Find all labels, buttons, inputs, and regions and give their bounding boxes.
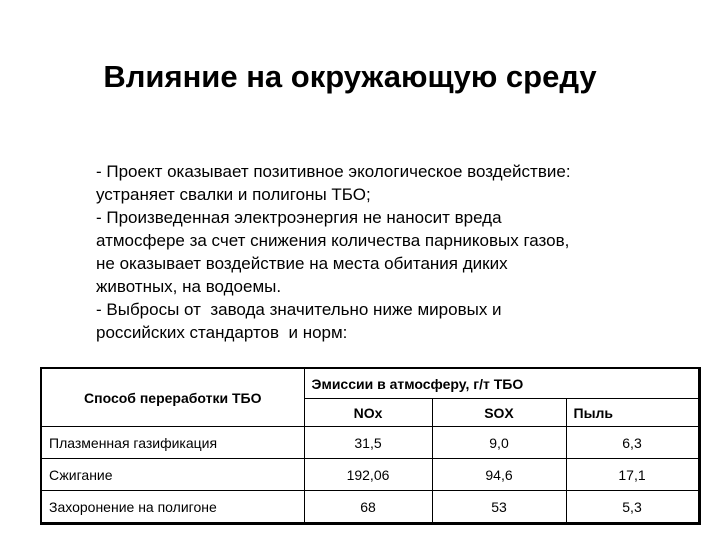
table-header-dust: Пыль	[566, 399, 699, 427]
body-text-block	[96, 160, 656, 344]
table-cell-nox: 68	[304, 491, 432, 524]
table-cell-sox: 94,6	[432, 459, 566, 491]
table-row	[41, 459, 699, 491]
table-row	[41, 491, 699, 524]
body-text-line: животных, на водоемы.	[96, 277, 282, 296]
table-cell-dust: 17,1	[566, 459, 699, 491]
body-text-line: российских стандартов и норм:	[96, 323, 348, 342]
table-cell-dust: 6,3	[566, 427, 699, 459]
table-cell-method: Захоронение на полигоне	[41, 491, 304, 524]
table-header-method: Способ переработки ТБО	[41, 368, 304, 427]
table-cell-method: Сжигание	[41, 459, 304, 491]
body-text-line: не оказывает воздействие на места обитания диких	[96, 254, 508, 273]
table-cell-nox: 192,06	[304, 459, 432, 491]
table-row	[41, 427, 699, 459]
table-cell-dust: 5,3	[566, 491, 699, 524]
table-cell-method: Плазменная газификация	[41, 427, 304, 459]
body-text-line: - Произведенная электроэнергия не наносит вреда	[96, 208, 502, 227]
body-text-line: атмосфере за счет снижения количества парниковых газов,	[96, 231, 570, 250]
table-cell-nox: 31,5	[304, 427, 432, 459]
table-header-row-group	[41, 368, 699, 399]
table-header-nox: NOx	[304, 399, 432, 427]
emissions-table	[40, 367, 701, 525]
table-cell-sox: 9,0	[432, 427, 566, 459]
table-header-sox: SOX	[432, 399, 566, 427]
body-text-line: устраняет свалки и полигоны ТБО;	[96, 185, 371, 204]
slide-title: Влияние на окружающую среду	[103, 59, 597, 94]
emissions-table-container	[40, 367, 701, 525]
body-text-line: - Выбросы от завода значительно ниже мировых и	[96, 300, 502, 319]
table-cell-sox: 53	[432, 491, 566, 524]
table-header-emissions-group: Эмиссии в атмосферу, г/т ТБО	[304, 368, 699, 399]
body-text-line: - Проект оказывает позитивное экологическое воздействие:	[96, 162, 571, 181]
